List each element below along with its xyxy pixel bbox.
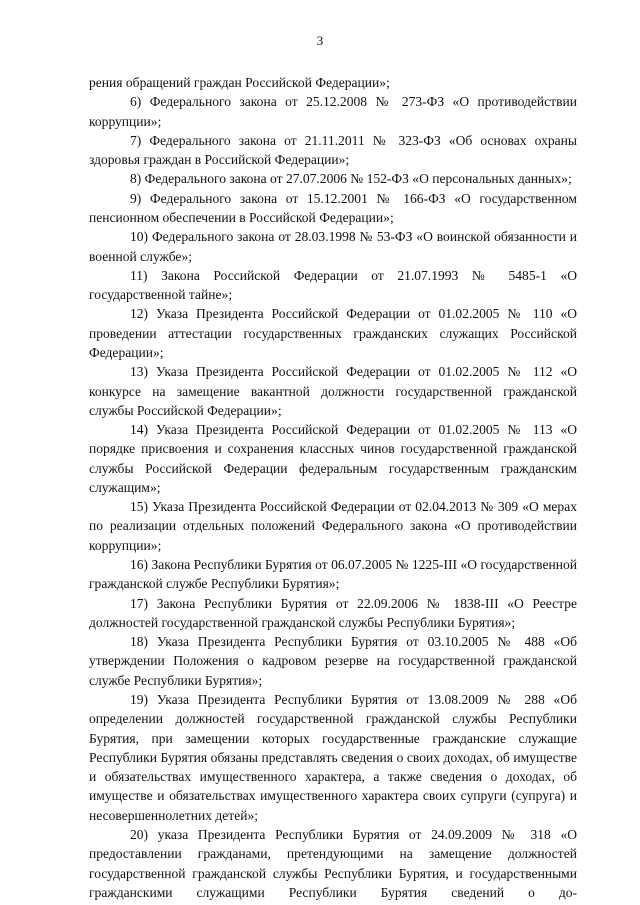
list-item-20: 20) указа Президента Республики Бурятия от 24.09.2009 № 318 «О предоставлении гражданами, претендующими на замещение должностей государственной гражданской службы Республики Бурятия, и государственными гражданскими служащими Республики Бурятия сведений о до- (89, 826, 577, 900)
list-item-16: 16) Закона Республики Бурятия от 06.07.2005 № 1225-III «О государственной гражданской службе Республики Бурятия»; (89, 557, 577, 592)
page-number: 3 (316, 33, 324, 48)
list-item-9: 9) Федерального закона от 15.12.2001 № 166-ФЗ «О государственном пенсионном обеспечении в Российской Федерации»; (89, 190, 577, 225)
paragraph-continuation: рения обращений граждан Российской Федерации»; (89, 75, 390, 90)
list-item-12: 12) Указа Президента Российской Федерации от 01.02.2005 № 110 «О проведении аттестации государственных гражданских служащих Российской Федерации»; (89, 306, 577, 360)
list-item-6: 6) Федерального закона от 25.12.2008 № 273-ФЗ «О противодействии коррупции»; (89, 94, 577, 129)
list-item-10: 10) Федерального закона от 28.03.1998 № 53-ФЗ «О воинской обязанности и военной службе»; (89, 229, 577, 264)
list-item-11: 11) Закона Российской Федерации от 21.07.1993 № 5485-1 «О государственной тайне»; (89, 267, 577, 303)
list-item-15: 15) Указа Президента Российской Федерации от 02.04.2013 № 309 «О мерах по реализации отдельных положений Федерального закона «О противодействии коррупции»; (89, 499, 577, 553)
list-item-14: 14) Указа Президента Российской Федерации от 01.02.2005 № 113 «О порядке присвоения и сохранения классных чинов государственной гражданской службы Российской Федерации федеральным государственным гражданским служащим»; (89, 422, 577, 495)
list-item-13: 13) Указа Президента Российской Федерации от 01.02.2005 № 112 «О конкурсе на замещение вакантной должности государственной гражданской службы Российской Федерации»; (89, 364, 577, 418)
list-item-7: 7) Федерального закона от 21.11.2011 № 323-ФЗ «Об основах охраны здоровья граждан в Российской Федерации»; (89, 132, 577, 168)
list-item-8: 8) Федерального закона от 27.07.2006 № 152-ФЗ «О персональных данных»; (130, 171, 572, 187)
document-body (89, 73, 577, 902)
list-item-19: 19) Указа Президента Республики Бурятия от 13.08.2009 № 288 «Об определении должностей государственной гражданской службы Республики Бурятия, при замещении которых государственные гражданские служащие Республики Бурятия обязаны представлять сведения о своих доходах, об имуществе и обязательствах имущественного характера, а также сведения о доходах, об имуществе и обязательствах имущественного характера своих супруги (супруга) и несовершеннолетних детей»; (89, 692, 577, 823)
list-item-18: 18) Указа Президента Республики Бурятия от 03.10.2005 № 488 «Об утверждении Положения о кадровом резерве на государственной гражданской службе Республики Бурятия»; (89, 634, 577, 688)
list-item-17: 17) Закона Республики Бурятия от 22.09.2006 № 1838-III «О Реестре должностей государственной гражданской службы Республики Бурятия»; (89, 595, 577, 630)
